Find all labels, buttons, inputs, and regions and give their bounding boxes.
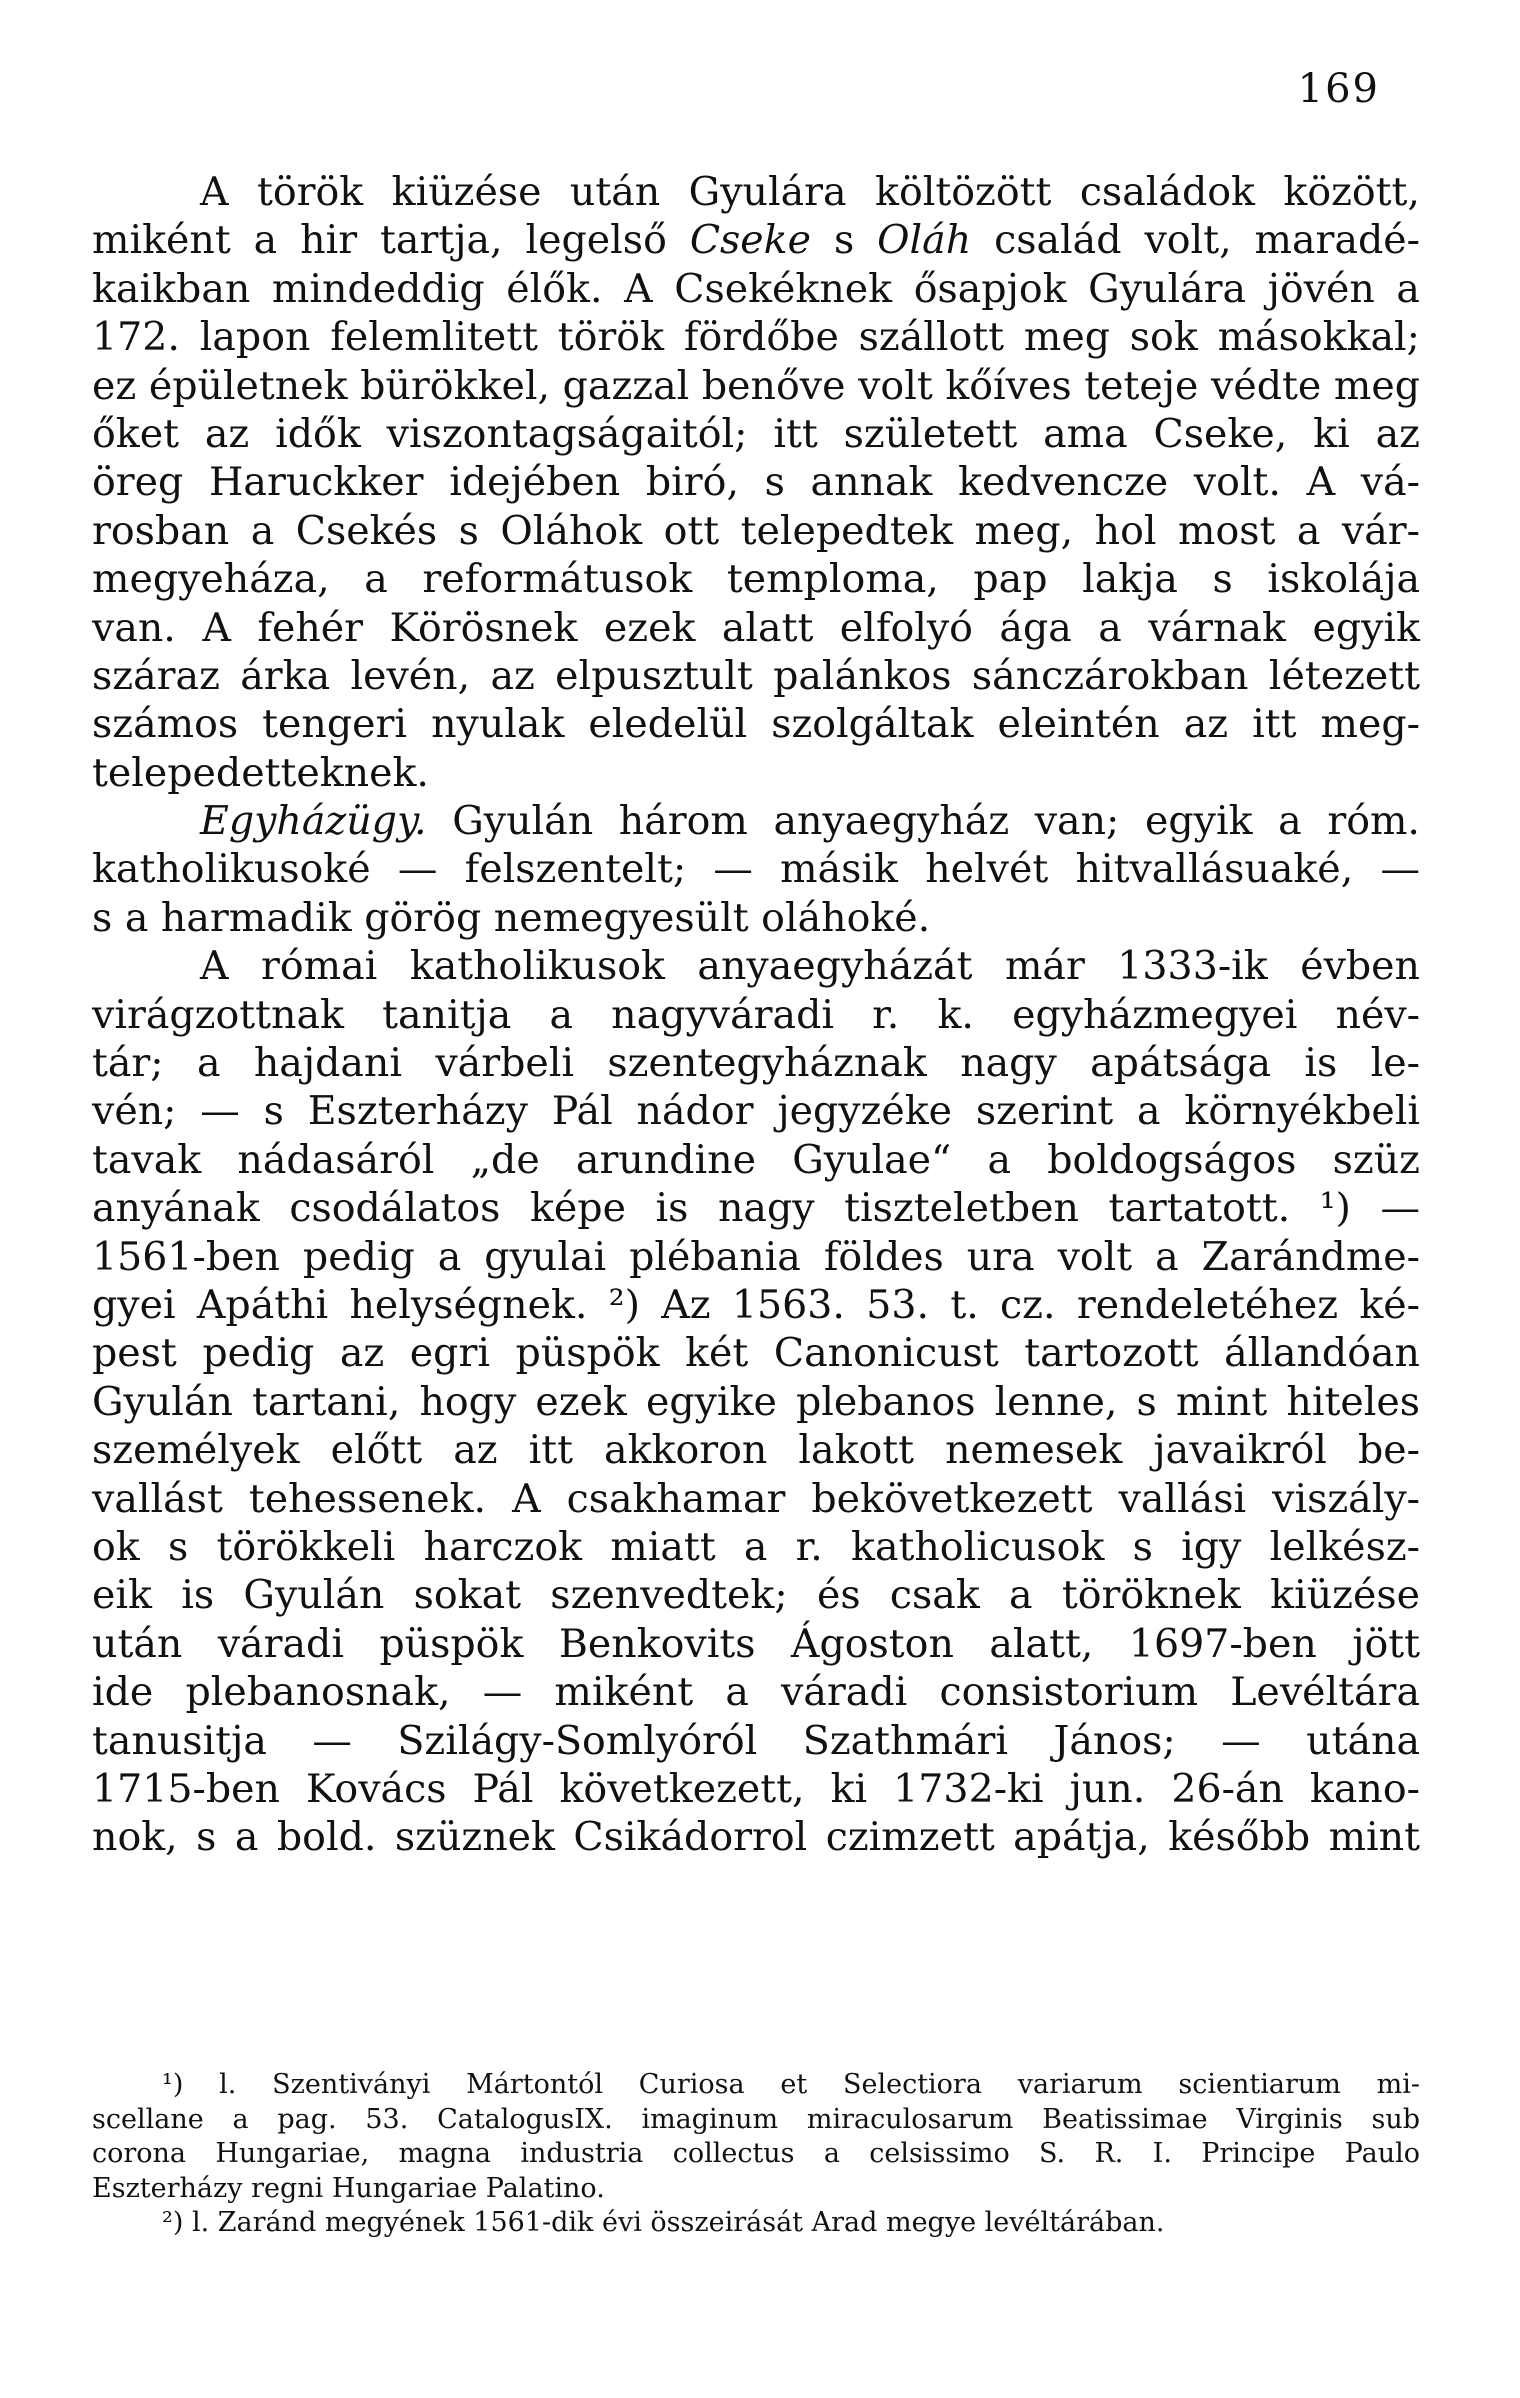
emphasis: Cseke: [689, 217, 811, 264]
body-line: vallást tehessenek. A csakhamar bekövetkezett vallási viszály-: [92, 1475, 1420, 1522]
footnote-line: Eszterházy regni Hungariae Palatino.: [92, 2172, 605, 2204]
body-line: személyek előtt az itt akkoron lakott nemesek javaikról be-: [92, 1427, 1420, 1474]
body-line: 172. lapon felemlitett török fördőbe szállott meg sok másokkal;: [92, 314, 1420, 361]
body-line: Gyulán tartani, hogy ezek egyike plebanos lenne, s mint hiteles: [92, 1378, 1420, 1425]
body-line: száraz árka levén, az elpusztult palánkos sánczárokban létezett: [92, 652, 1420, 699]
body-line: számos tengeri nyulak eledelül szolgáltak eleintén az itt meg-: [92, 701, 1420, 748]
footnote-line: corona Hungariae, magna industria collectus a celsissimo S. R. I. Principe Paulo: [92, 2138, 1420, 2170]
body-line: katholikusoké — felszentelt; — másik helvét hitvallásuaké, —: [92, 846, 1420, 893]
footnote-line: ¹) l. Szentiványi Mártontól Curiosa et Selectiora variarum scientiarum mi-: [162, 2069, 1420, 2100]
body-line: tavak nádasáról „de arundine Gyulae“ a boldogságos szüz: [92, 1136, 1420, 1183]
body-line: után váradi püspök Benkovits Ágoston alatt, 1697-ben jött: [92, 1620, 1420, 1667]
body-line: anyának csodálatos képe is nagy tiszteletben tartatott. ¹) —: [92, 1185, 1420, 1232]
body-line: rosban a Csekés s Oláhok ott telepedtek meg, hol most a vár-: [92, 507, 1420, 554]
body-line: kaikban mindeddig élők. A Csekéknek ősapjok Gyulára jövén a: [92, 265, 1420, 312]
body-line: A török kiüzése után Gyulára költözött családok között,: [200, 169, 1420, 215]
body-line: megyeháza, a reformátusok temploma, pap lakja s iskolája: [92, 556, 1420, 603]
body-line: van. A fehér Körösnek ezek alatt elfolyó ága a várnak egyik: [92, 604, 1420, 651]
body-line: 1561-ben pedig a gyulai plébania földes ura volt a Zarándme-: [92, 1233, 1420, 1280]
body-line: öreg Haruckker idejében biró, s annak kedvencze volt. A vá-: [92, 459, 1420, 506]
body-line: Egyházügy. Gyulán három anyaegyház van; egyik a róm.: [200, 798, 1420, 845]
body-line: nok, s a bold. szüznek Csikádorrol czimzett apátja, később mint: [92, 1814, 1420, 1861]
body-line: őket az idők viszontagságaitól; itt született ama Cseke, ki az: [92, 410, 1420, 457]
body-text: [92, 168, 1420, 1862]
body-line: eik is Gyulán sokat szenvedtek; és csak a töröknek kiüzése: [92, 1572, 1420, 1619]
footnote-line: ²) l. Zaránd megyének 1561-dik évi összeirását Arad megye levéltárában.: [162, 2207, 1165, 2239]
body-line: vén; — s Eszterházy Pál nádor jegyzéke szerint a környékbeli: [92, 1088, 1420, 1135]
body-line: tanusitja — Szilágy-Somlyóról Szathmári János; — utána: [92, 1717, 1420, 1764]
emphasis: Oláh: [877, 217, 972, 264]
page-number: 169: [1297, 66, 1380, 112]
body-line: miként a hir tartja, legelső Cseke s Oláh család volt, maradé-: [92, 217, 1421, 264]
body-line: pest pedig az egri püspök két Canonicust tartozott állandóan: [92, 1330, 1420, 1377]
body-line: ide plebanosnak, — miként a váradi consistorium Levéltára: [92, 1669, 1420, 1716]
body-line: tár; a hajdani várbeli szentegyháznak nagy apátsága is le-: [92, 1040, 1420, 1087]
footnote-line: scellane a pag. 53. CatalogusIX. imaginum miraculosarum Beatissimae Virginis sub: [92, 2103, 1420, 2135]
footnotes: [92, 2068, 1420, 2241]
body-line: A római katholikusok anyaegyházát már 1333-ik évben: [200, 943, 1420, 990]
body-line: telepedetteknek.: [92, 749, 429, 796]
emphasis: Egyházügy.: [200, 798, 427, 845]
body-line: ez épületnek bürökkel, gazzal benőve volt kőíves teteje védte meg: [92, 362, 1420, 409]
body-line: s a harmadik görög nemegyesült oláhoké.: [92, 894, 931, 941]
body-line: virágzottnak tanitja a nagyváradi r. k. egyházmegyei név-: [92, 991, 1420, 1038]
body-line: gyei Apáthi helységnek. ²) Az 1563. 53. t. cz. rendeletéhez ké-: [92, 1281, 1420, 1328]
body-line: ok s törökkeli harczok miatt a r. katholicusok s igy lelkész-: [92, 1523, 1420, 1570]
body-line: 1715-ben Kovács Pál következett, ki 1732-ki jun. 26-án kano-: [92, 1765, 1420, 1812]
